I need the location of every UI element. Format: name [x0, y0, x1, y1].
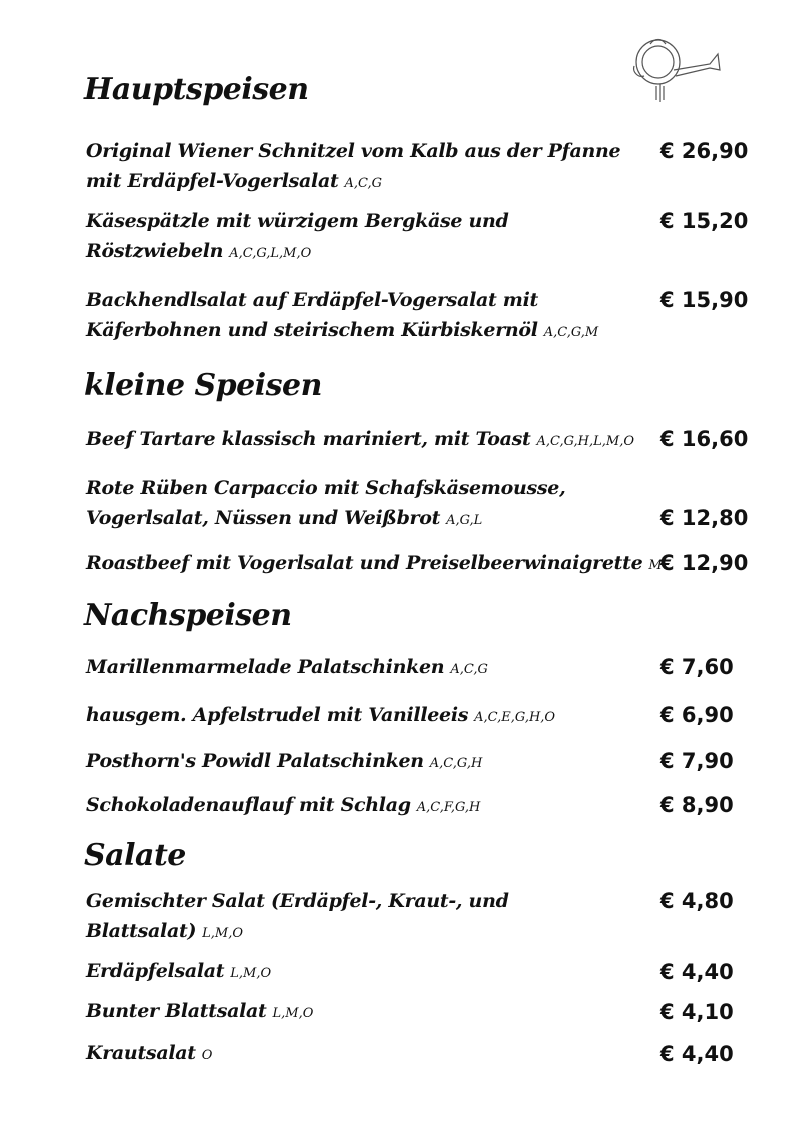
- item-name: Käsespätzle mit würzigem Bergkäse und: [86, 210, 509, 232]
- menu-item: [86, 790, 646, 823]
- menu-item: [86, 746, 646, 779]
- menu-item: [86, 548, 662, 581]
- allergen-codes: O: [201, 1048, 213, 1063]
- menu-item: [86, 652, 646, 685]
- section-heading: kleine Speisen: [84, 368, 322, 403]
- allergen-codes: L,M,O: [272, 1006, 314, 1021]
- allergen-codes: A,C,G,H,L,M,O: [536, 434, 635, 449]
- menu-item: [86, 136, 646, 199]
- item-price: € 15,20: [660, 209, 749, 233]
- item-price: € 4,80: [660, 889, 734, 913]
- item-price: € 12,80: [660, 506, 749, 530]
- allergen-codes: A,C,G,M: [543, 325, 599, 340]
- section-heading: Hauptspeisen: [84, 72, 309, 107]
- item-price: € 16,60: [660, 427, 749, 451]
- item-name: Bunter Blattsalat: [86, 1000, 267, 1022]
- item-price: € 4,10: [660, 1000, 734, 1024]
- item-price: € 4,40: [660, 960, 734, 984]
- item-price: € 6,90: [660, 703, 734, 727]
- allergen-codes: A,G,L: [446, 513, 483, 528]
- menu-item: [86, 1038, 646, 1071]
- allergen-codes: L,M,O: [202, 926, 244, 941]
- item-name: Schokoladenauflauf mit Schlag: [86, 794, 411, 816]
- menu-item: [86, 473, 646, 536]
- item-name: Backhendlsalat auf Erdäpfel-Vogersalat mit: [86, 289, 539, 311]
- menu-item: [86, 285, 646, 348]
- item-price: € 4,40: [660, 1042, 734, 1066]
- item-price: € 15,90: [660, 288, 749, 312]
- item-name: hausgem. Apfelstrudel mit Vanilleeis: [86, 704, 469, 726]
- allergen-codes: A,C,G,H: [429, 756, 483, 771]
- menu-item: [86, 206, 646, 269]
- item-name: Käferbohnen und steirischem Kürbiskernöl: [86, 319, 538, 341]
- allergen-codes: M: [648, 558, 662, 573]
- menu-item: [86, 956, 646, 989]
- allergen-codes: A,C,F,G,H: [416, 800, 481, 815]
- menu-item: [86, 424, 646, 457]
- item-price: € 8,90: [660, 793, 734, 817]
- item-price: € 7,90: [660, 749, 734, 773]
- menu-item: [86, 996, 646, 1029]
- item-name: Posthorn's Powidl Palatschinken: [86, 750, 424, 772]
- item-name: Beef Tartare klassisch mariniert, mit Toast: [86, 428, 531, 450]
- menu-item: [86, 700, 646, 733]
- allergen-codes: A,C,G: [450, 662, 488, 677]
- item-name: Marillenmarmelade Palatschinken: [86, 656, 445, 678]
- item-price: € 7,60: [660, 655, 734, 679]
- menu-item: [86, 886, 646, 949]
- item-name: Roastbeef mit Vogerlsalat und Preiselbeerwinaigrette: [86, 552, 643, 574]
- allergen-codes: L,M,O: [230, 966, 272, 981]
- item-price: € 12,90: [660, 551, 749, 575]
- item-price: € 26,90: [660, 139, 749, 163]
- section-heading: Salate: [84, 838, 186, 873]
- item-name: Röstzwiebeln: [86, 240, 224, 262]
- allergen-codes: A,C,G: [344, 176, 382, 191]
- item-name: Krautsalat: [86, 1042, 196, 1064]
- item-name: Vogerlsalat, Nüssen und Weißbrot: [86, 507, 441, 529]
- section-heading: Nachspeisen: [84, 598, 292, 633]
- allergen-codes: A,C,E,G,H,O: [474, 710, 556, 725]
- item-name: mit Erdäpfel-Vogerlsalat: [86, 170, 339, 192]
- item-name: Gemischter Salat (Erdäpfel-, Kraut-, und: [86, 890, 509, 912]
- item-name: Erdäpfelsalat: [86, 960, 225, 982]
- allergen-codes: A,C,G,L,M,O: [229, 246, 312, 261]
- item-name: Blattsalat): [86, 920, 197, 942]
- item-name: Original Wiener Schnitzel vom Kalb aus der Pfanne: [86, 140, 621, 162]
- item-name: Rote Rüben Carpaccio mit Schafskäsemousse,: [86, 477, 566, 499]
- posthorn-icon: [630, 36, 722, 106]
